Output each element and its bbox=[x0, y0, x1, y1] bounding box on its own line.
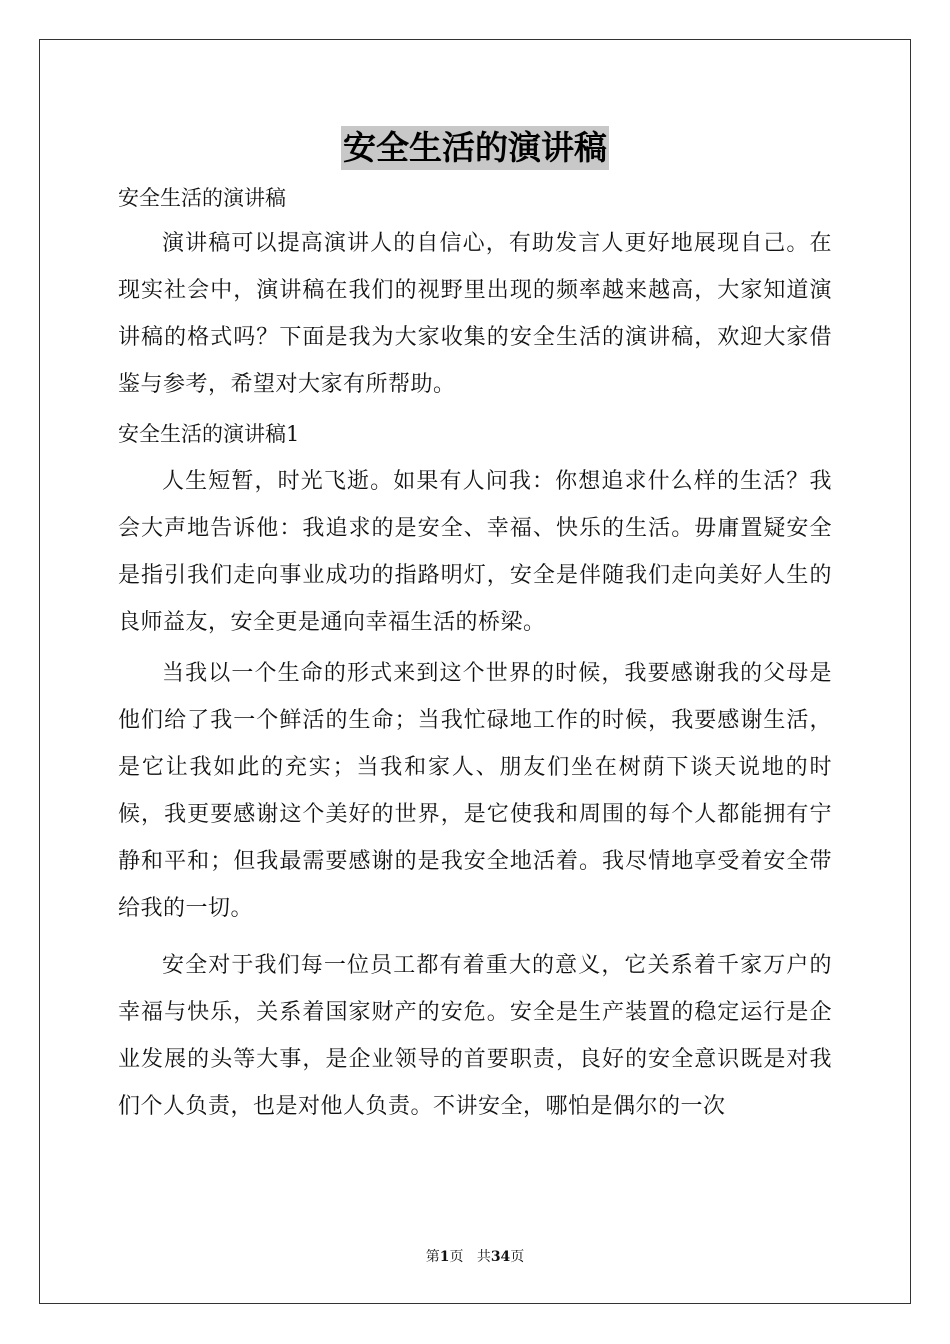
footer-total-pages: 34 bbox=[490, 1249, 511, 1265]
intro-paragraph: 演讲稿可以提高演讲人的自信心，有助发言人更好地展现自己。在现实社会中，演讲稿在我们的视野里出现的频率越来越高，大家知道演讲稿的格式吗？下面是我为大家收集的安全生活的演讲稿，欢迎大家借鉴与参考，希望对大家有所帮助。 bbox=[118, 231, 832, 397]
body-paragraph-1: 人生短暂，时光飞逝。如果有人问我：你想追求什么样的生活？我会大声地告诉他：我追求的是安全、幸福、快乐的生活。毋庸置疑安全是指引我们走向事业成功的指路明灯，安全是伴随我们走向美好人生的良师益友，安全更是通向幸福生活的桥梁。 bbox=[118, 469, 832, 635]
body-paragraph-2: 当我以一个生命的形式来到这个世界的时候，我要感谢我的父母是他们给了我一个鲜活的生命；当我忙碌地工作的时候，我要感谢生活，是它让我如此的充实；当我和家人、朋友们坐在树荫下谈天说地的时候，我更要感谢这个美好的世界，是它使我和周围的每个人都能拥有宁静和平和；但我最需要感谢的是我安全地活着。我尽情地享受着安全带给我的一切。 bbox=[118, 661, 832, 921]
footer-total-suffix: 页 bbox=[510, 1249, 525, 1265]
section-heading: 安全生活的演讲稿1 bbox=[118, 422, 300, 446]
body-paragraph-3: 安全对于我们每一位员工都有着重大的意义，它关系着千家万户的幸福与快乐，关系着国家财产的安危。安全是生产装置的稳定运行是企业发展的头等大事，是企业领导的首要职责，良好的安全意识既是对我们个人负责，也是对他人负责。不讲安全，哪怕是偶尔的一次 bbox=[118, 953, 832, 1119]
footer-total-prefix: 共 bbox=[476, 1249, 491, 1265]
document-body bbox=[118, 180, 832, 1130]
document-title: 安全生活的演讲稿 bbox=[341, 126, 609, 170]
document-subtitle: 安全生活的演讲稿 bbox=[118, 186, 286, 210]
page-footer bbox=[0, 1246, 950, 1266]
title-container bbox=[0, 126, 950, 170]
footer-page-prefix: 第 bbox=[425, 1249, 440, 1265]
footer-page-suffix: 页 bbox=[449, 1249, 464, 1265]
footer-page-number: 1 bbox=[439, 1249, 450, 1265]
